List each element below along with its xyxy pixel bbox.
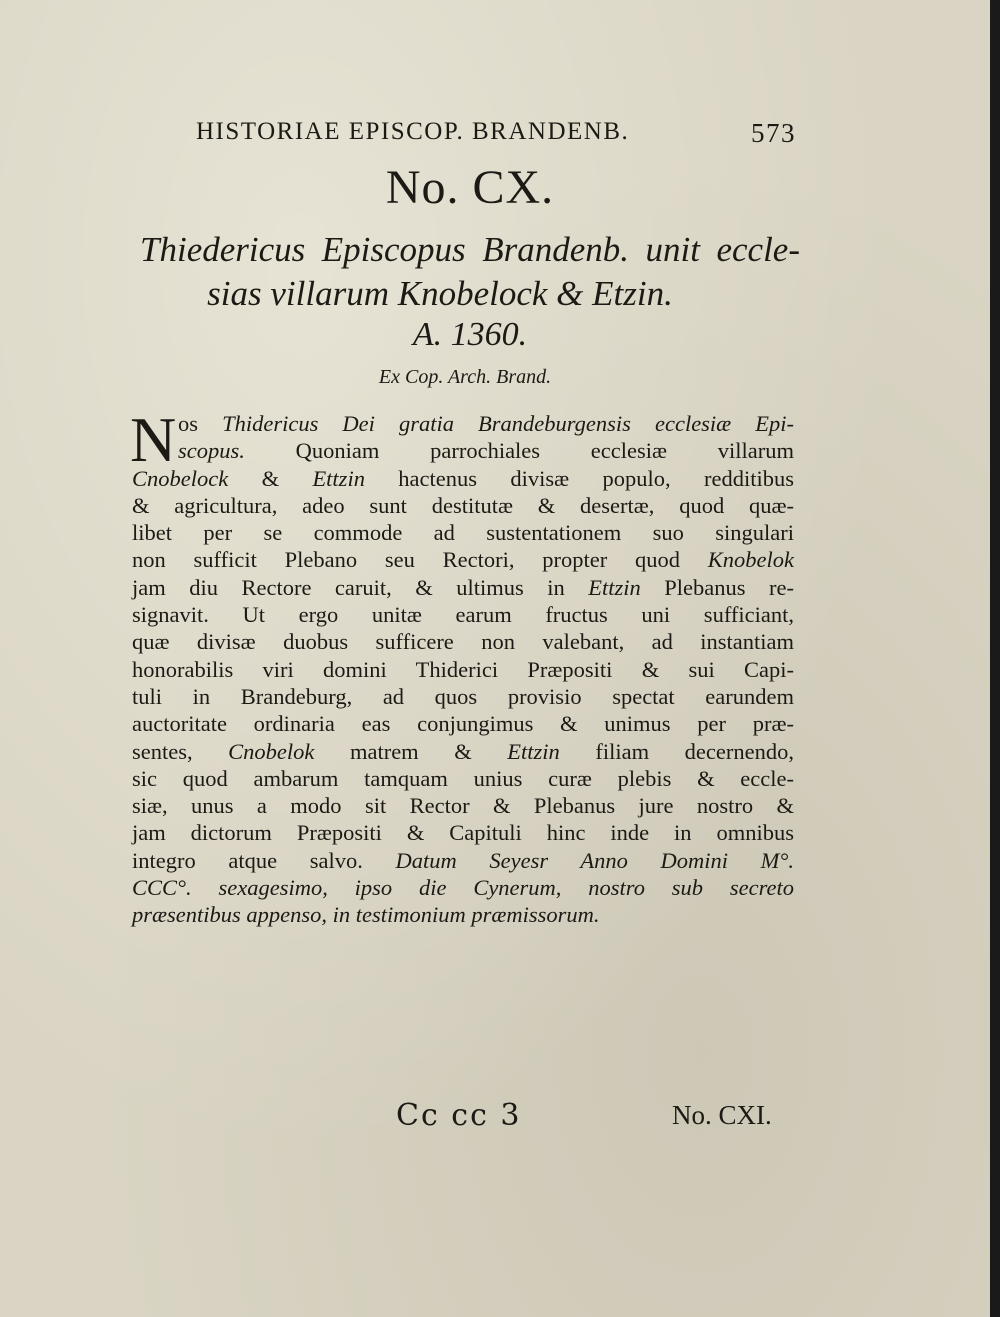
text-line [132,765,794,792]
text-line [132,710,794,737]
text-line [132,519,794,546]
document-title [140,228,800,316]
text-run: Ettzin [507,738,560,764]
text-run: signavit. Ut ergo unitæ earum fructus uni sufficiant, [132,602,794,628]
text-line [132,819,794,846]
text-run: honorabilis viri domini Thiderici Præpositi & sui Capi- [132,656,794,682]
text-line [132,847,794,874]
text-run: Ettzin [588,574,641,600]
text-run: sic quod ambarum tamquam unius curæ plebis & eccle- [132,765,794,791]
text-line [132,656,794,683]
document-title-line-2: sias villarum Knobelock & Etzin. [207,274,673,313]
text-run: Quoniam parrochiales ecclesiæ villarum [244,438,794,464]
text-line [132,546,794,573]
text-run: Plebanus re- [640,574,795,600]
source-note: Ex Cop. Arch. Brand. [378,366,552,388]
text-run: jam diu Rectore caruit, & ultimus in [132,574,589,600]
text-run: filiam decernendo, [559,738,794,764]
text-line [132,874,794,901]
text-run: libet per se commode ad sustentationem suo singulari [132,520,794,546]
text-line [132,901,794,928]
text-line [132,465,794,492]
text-run: Ettzin [312,465,365,491]
text-run: sentes, [132,738,229,764]
text-line [132,601,794,628]
text-run: quæ divisæ duobus sufficere non valebant, ad instantiam [132,629,794,655]
running-header [196,118,796,158]
document-title-line-1: Thiedericus Episcopus Brandenb. unit eccle- [140,230,800,269]
text-run: præsentibus appenso, in testimonium præmissorum. [132,902,600,928]
text-run: Cnobelok [228,738,315,764]
text-run: CCC°. sexagesimo, ipso die Cynerum, nostro sub secreto [132,875,794,901]
text-line [132,492,794,519]
page-number: 573 [751,118,796,148]
running-title: HISTORIAE EPISCOP. BRANDENB. [196,118,630,145]
page-edge-shadow [990,0,1000,1317]
text-line [132,628,794,655]
text-run: Datum Seyesr Anno Domini M°. [395,847,794,873]
text-line [132,683,794,710]
text-run: Knobelok [707,547,794,573]
text-run: matrem & [314,738,508,764]
text-line [132,574,794,601]
text-line [132,437,794,464]
text-run: Thidericus Dei gratia Brandeburgensis ecclesiæ Epi- [222,411,794,436]
text-line [132,792,794,819]
text-run: integro atque salvo. [132,847,396,873]
text-run: & agricultura, adeo sunt destitutæ & desertæ, quod quæ- [132,492,794,518]
text-run: tuli in Brandeburg, ad quos provisio spectat earundem [132,683,794,709]
text-run: scopus. [178,438,245,464]
drop-cap: N [130,404,177,475]
text-run: jam dictorum Præpositi & Capituli hinc inde in omnibus [132,820,794,846]
text-run: & [228,465,313,491]
body-lines [130,404,795,929]
document-number: No. CX. [385,161,555,214]
text-line [132,738,794,765]
catchword: No. CXI. [672,1100,772,1130]
text-run: hactenus divisæ populo, redditibus [364,465,794,491]
signature-mark: Cc cc 3 [396,1098,522,1133]
text-line [132,410,794,437]
text-run: os [178,411,223,436]
text-run: siæ, unus a modo sit Rector & Plebanus jure nostro & [132,793,794,819]
document-year: A. 1360. [412,316,528,353]
text-run: non sufficit Plebano seu Rectori, propter quod [132,547,708,573]
body-text [130,404,795,929]
text-run: auctoritate ordinaria eas conjungimus & unimus per præ- [132,711,794,737]
text-run: Cnobelock [132,465,229,491]
